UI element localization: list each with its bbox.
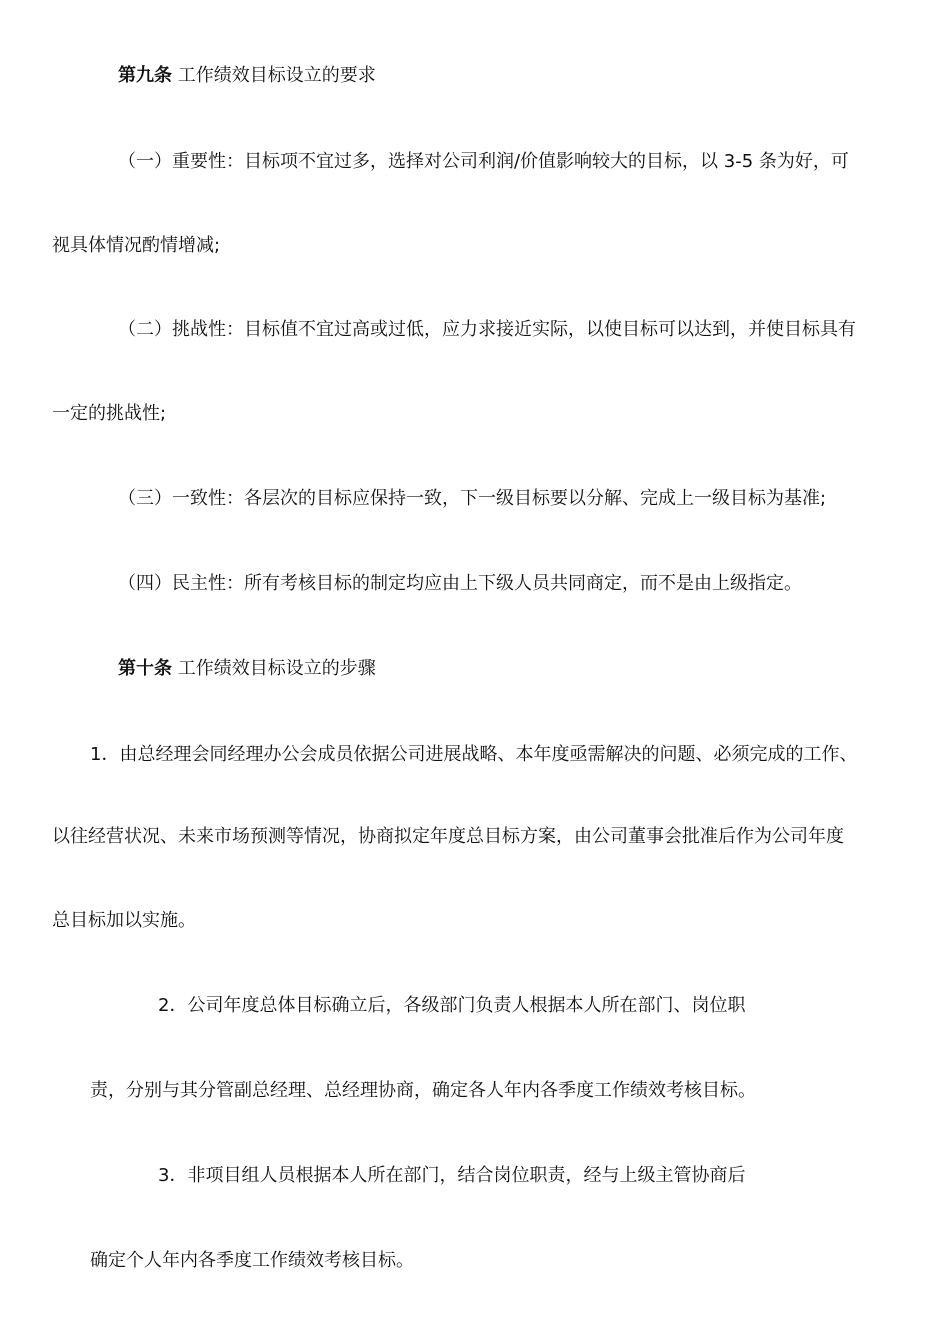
item-1-line-2: 视具体情况酌情增减; bbox=[52, 235, 221, 256]
item-4-line-1: （四）民主性：所有考核目标的制定均应由上下级人员共同商定，而不是由上级指定。 bbox=[118, 573, 802, 594]
article-9-heading bbox=[118, 64, 376, 88]
article-9-label: 第九条 bbox=[118, 65, 172, 86]
step-1-line-1: 1．由总经理会同经理办公会成员依据公司进展战略、本年度亟需解决的问题、必须完成的工作、 bbox=[90, 744, 858, 765]
step-1-line-3: 总目标加以实施。 bbox=[52, 910, 196, 931]
step-3-line-2: 确定个人年内各季度工作绩效考核目标。 bbox=[90, 1250, 414, 1271]
article-9-title: 工作绩效目标设立的要求 bbox=[172, 65, 376, 86]
item-2-line-2: 一定的挑战性; bbox=[52, 403, 167, 424]
step-3-line-1: 3．非项目组人员根据本人所在部门，结合岗位职责，经与上级主管协商后 bbox=[158, 1165, 746, 1186]
item-3-line-1: （三）一致性：各层次的目标应保持一致，下一级目标要以分解、完成上一级目标为基准; bbox=[118, 488, 827, 509]
item-2-line-1: （二）挑战性：目标值不宜过高或过低，应力求接近实际，以使目标可以达到，并使目标具有 bbox=[118, 319, 856, 340]
item-1-line-1: （一）重要性：目标项不宜过多，选择对公司利润/价值影响较大的目标，以 3-5 条为好，可 bbox=[118, 151, 849, 172]
article-10-heading bbox=[118, 657, 376, 681]
step-1-line-2: 以往经营状况、未来市场预测等情况，协商拟定年度总目标方案，由公司董事会批准后作为公司年度 bbox=[52, 826, 844, 847]
step-2-line-2: 责，分别与其分管副总经理、总经理协商，确定各人年内各季度工作绩效考核目标。 bbox=[90, 1080, 756, 1101]
step-2-line-1: 2．公司年度总体目标确立后，各级部门负责人根据本人所在部门、岗位职 bbox=[158, 995, 746, 1016]
article-10-label: 第十条 bbox=[118, 658, 172, 679]
article-10-title: 工作绩效目标设立的步骤 bbox=[172, 658, 376, 679]
